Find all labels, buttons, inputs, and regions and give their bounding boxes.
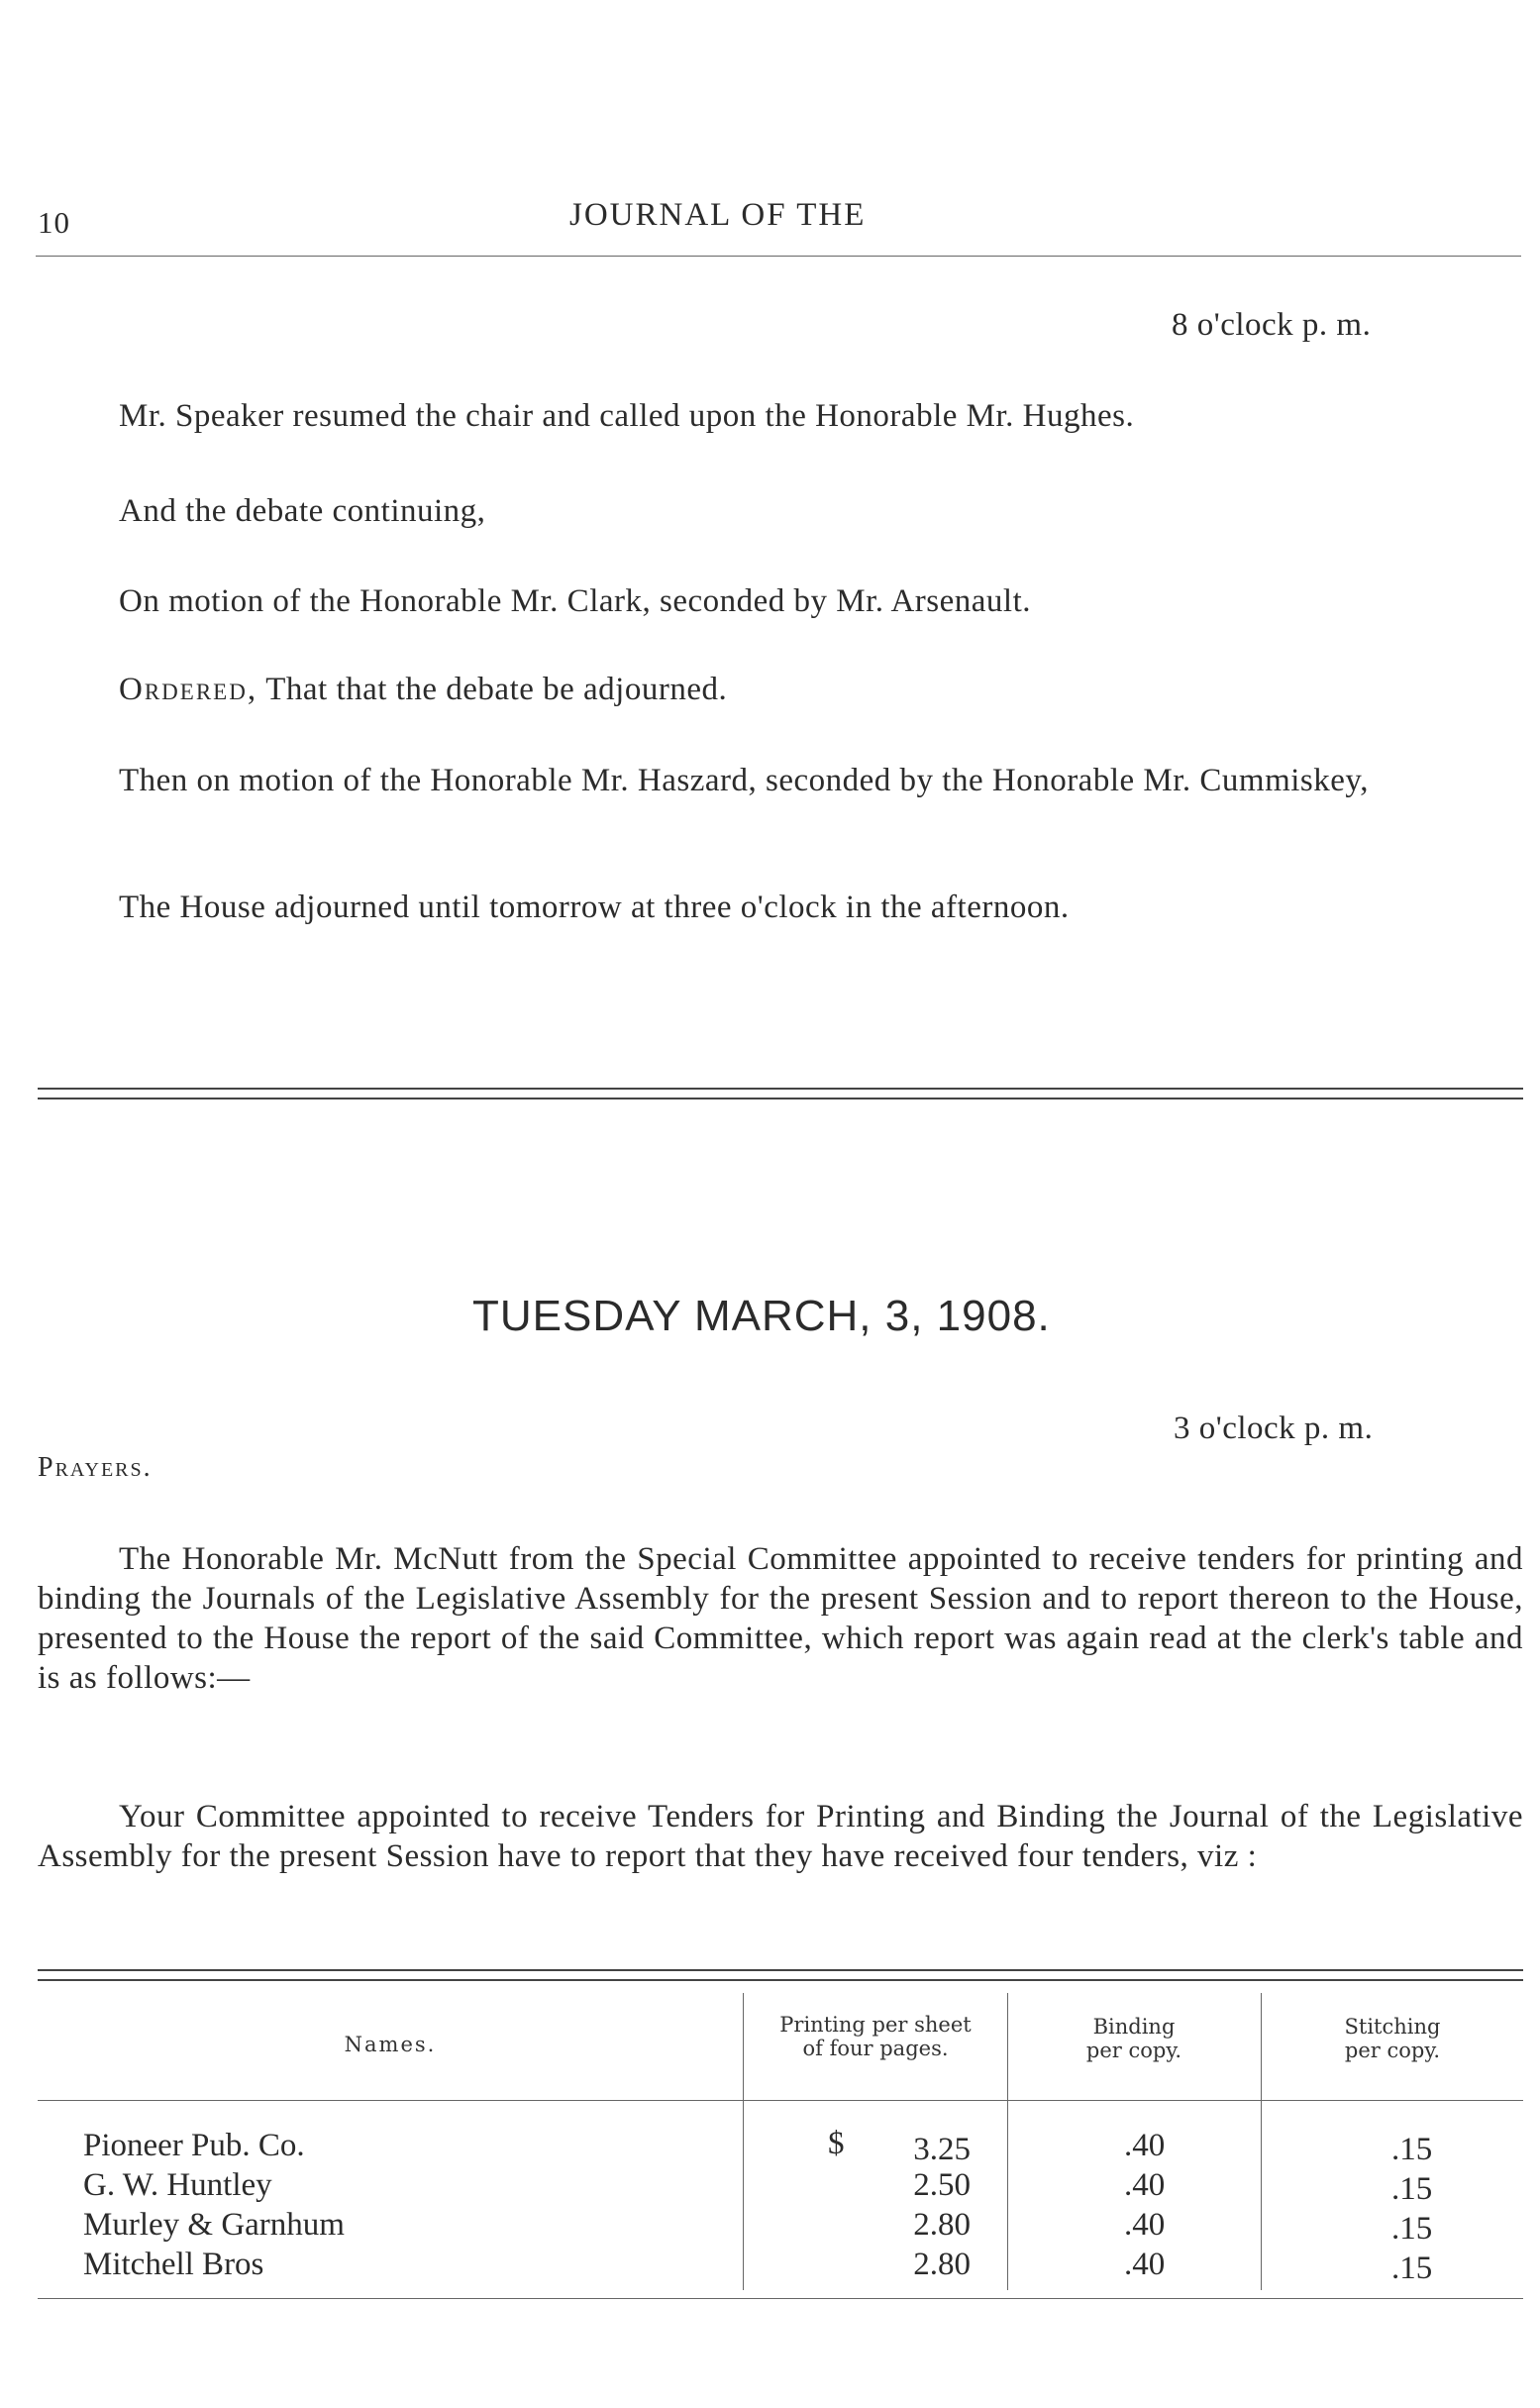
column-header-binding-line2: per copy. bbox=[1085, 2039, 1182, 2062]
table-row-name: Murley & Garnhum bbox=[83, 2207, 345, 2243]
ordered-label: Ordered, bbox=[119, 672, 258, 707]
table-cell-binding: .40 bbox=[1124, 2167, 1166, 2203]
column-header-binding-line1: Binding bbox=[1092, 2015, 1176, 2039]
column-header-printing bbox=[745, 2013, 1006, 2060]
header-rule bbox=[36, 256, 1521, 257]
section-rule-bottom bbox=[38, 1098, 1523, 1099]
running-title: JOURNAL OF THE bbox=[569, 197, 867, 233]
table-rule-bottom bbox=[38, 2298, 1523, 2299]
table-cell-printing: 2.80 bbox=[913, 2207, 971, 2243]
ordered-text: That that the debate be adjourned. bbox=[265, 672, 728, 707]
table-cell-binding: .40 bbox=[1124, 2128, 1166, 2163]
table-cell-stitching: .15 bbox=[1391, 2171, 1433, 2207]
prayers-label: Prayers. bbox=[38, 1452, 153, 1483]
table-rule-top-2 bbox=[38, 1979, 1523, 1981]
paragraph-committee: Your Committee appointed to receive Tenders for Printing and Binding the Journal of the Legislative Assembly for the present Session have to report that they have received four tenders, viz : bbox=[38, 1799, 1523, 1874]
table-cell-binding: .40 bbox=[1124, 2207, 1166, 2243]
column-header-names: Names. bbox=[344, 2033, 437, 2056]
paragraph-debate: And the debate continuing, bbox=[119, 493, 486, 529]
paragraph-mcnutt: The Honorable Mr. McNutt from the Special Committee appointed to receive tenders for printing and binding the Journals of the Legislative Assembly for the present Session and to report thereon to the House, presented to the House the report of the said Committee, which report was again read at the clerk's table and is as follows:— bbox=[38, 1541, 1523, 1696]
column-header-stitching-line1: Stitching bbox=[1344, 2015, 1441, 2039]
paragraph-ordered bbox=[119, 670, 727, 709]
page-number: 10 bbox=[38, 205, 70, 240]
table-cell-binding: .40 bbox=[1124, 2247, 1166, 2282]
table-row-name: Mitchell Bros bbox=[83, 2247, 264, 2282]
column-header-stitching bbox=[1263, 2015, 1522, 2062]
paragraph-speaker: Mr. Speaker resumed the chair and called upon the Honorable Mr. Hughes. bbox=[119, 398, 1135, 434]
paragraph-adjourn-motion: Then on motion of the Honorable Mr. Haszard, seconded by the Honorable Mr. Cummiskey, bbox=[119, 763, 1370, 798]
table-cell-printing: 3.25 bbox=[913, 2132, 971, 2167]
paragraph-motion: On motion of the Honorable Mr. Clark, seconded by Mr. Arsenault. bbox=[119, 583, 1032, 619]
table-rule-top-1 bbox=[38, 1969, 1523, 1971]
table-cell-stitching: .15 bbox=[1391, 2251, 1433, 2286]
column-header-stitching-line2: per copy. bbox=[1344, 2039, 1441, 2062]
day-time: 3 o'clock p. m. bbox=[1174, 1411, 1374, 1446]
table-divider-1 bbox=[743, 1993, 744, 2290]
paragraph-adjourned: The House adjourned until tomorrow at three o'clock in the afternoon. bbox=[119, 890, 1070, 925]
table-divider-2 bbox=[1007, 1993, 1008, 2290]
column-header-binding bbox=[1009, 2015, 1259, 2062]
column-header-printing-line1: Printing per sheet bbox=[779, 2013, 972, 2037]
evening-time: 8 o'clock p. m. bbox=[1172, 307, 1372, 343]
table-cell-stitching: .15 bbox=[1391, 2132, 1433, 2167]
day-title: TUESDAY MARCH, 3, 1908. bbox=[472, 1292, 1051, 1340]
section-rule-top bbox=[38, 1088, 1523, 1090]
table-row-name: G. W. Huntley bbox=[83, 2167, 272, 2203]
table-cell-printing: 2.80 bbox=[913, 2247, 971, 2282]
table-header-rule bbox=[38, 2100, 1523, 2101]
table-divider-3 bbox=[1261, 1993, 1262, 2290]
table-cell-printing: 2.50 bbox=[913, 2167, 971, 2203]
table-cell-stitching: .15 bbox=[1391, 2211, 1433, 2247]
column-header-printing-line2: of four pages. bbox=[802, 2037, 949, 2060]
dollar-sign: $ bbox=[828, 2126, 845, 2161]
table-row-name: Pioneer Pub. Co. bbox=[83, 2128, 305, 2163]
